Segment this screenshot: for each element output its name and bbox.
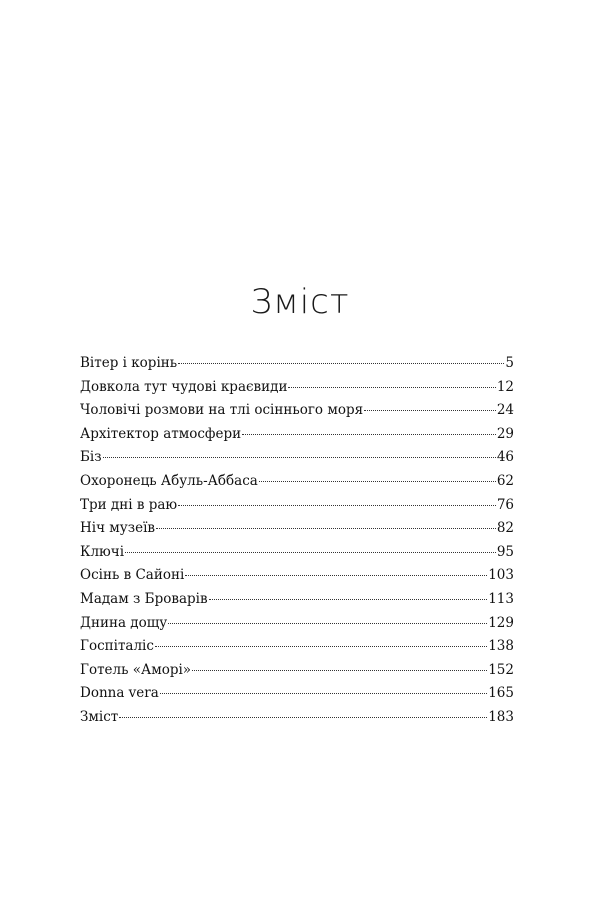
- toc-entry[interactable]: [80, 399, 514, 423]
- toc-page-number: 129: [488, 614, 514, 631]
- dot-leader: [160, 693, 487, 694]
- toc-entry[interactable]: [80, 659, 514, 683]
- toc-entry-title: Госпіталіс: [80, 638, 154, 655]
- toc-entry-title: Охоронець Абуль-Аббаса: [80, 472, 258, 489]
- toc-entry-title: Архітектор атмосфери: [80, 425, 242, 442]
- toc-entry-title: Три дні в раю: [80, 496, 178, 513]
- toc-entry[interactable]: [80, 423, 514, 447]
- toc-entry[interactable]: [80, 564, 514, 588]
- toc-entry-title: Зміст: [80, 708, 119, 725]
- dot-leader: [156, 528, 496, 529]
- toc-entry[interactable]: [80, 376, 514, 400]
- toc-page-number: 165: [488, 685, 514, 702]
- toc-page-number: 12: [496, 378, 514, 395]
- toc-entry[interactable]: [80, 470, 514, 494]
- dot-leader: [259, 481, 496, 482]
- dot-leader: [364, 410, 496, 411]
- toc-entry[interactable]: [80, 446, 514, 470]
- toc-entry-title: Donna vera: [80, 685, 159, 702]
- toc-page-number: 113: [488, 590, 514, 607]
- toc-entry[interactable]: [80, 588, 514, 612]
- toc-entry-title: Вітер і корінь: [80, 355, 178, 371]
- dot-leader: [185, 575, 487, 576]
- toc-page-number: 29: [496, 425, 514, 442]
- toc-heading: Зміст: [250, 282, 350, 322]
- dot-leader: [242, 434, 496, 435]
- toc-page-number: 103: [488, 567, 514, 584]
- dot-leader: [125, 552, 496, 553]
- dot-leader: [178, 363, 504, 364]
- toc-entry-title: Готель «Аморі»: [80, 661, 192, 678]
- toc-page-number: 76: [496, 496, 514, 513]
- dot-leader: [192, 670, 487, 671]
- toc-entry-title: Чоловічі розмови на тлі осіннього моря: [80, 402, 364, 419]
- toc-page-number: 82: [496, 520, 514, 537]
- dot-leader: [155, 646, 487, 647]
- dot-leader: [119, 717, 487, 718]
- dot-leader: [178, 505, 496, 506]
- toc-list: [80, 352, 514, 730]
- toc-entry-title: Мадам з Броварів: [80, 590, 208, 607]
- toc-page-number: 5: [505, 355, 514, 371]
- toc-entry-title: Біз: [80, 449, 102, 466]
- toc-page-number: 138: [488, 638, 514, 655]
- toc-entry[interactable]: [80, 612, 514, 636]
- toc-page-number: 62: [496, 472, 514, 489]
- toc-page-number: 95: [496, 543, 514, 560]
- dot-leader: [168, 623, 487, 624]
- toc-entry-title: Осінь в Сайоні: [80, 567, 185, 584]
- toc-entry[interactable]: [80, 517, 514, 541]
- dot-leader: [209, 599, 488, 600]
- toc-entry-title: Довкола тут чудові краєвиди: [80, 378, 288, 395]
- toc-entry-title: Днина дощу: [80, 614, 168, 631]
- dot-leader: [103, 457, 496, 458]
- toc-page-number: 152: [488, 661, 514, 678]
- toc-page-number: 183: [488, 708, 514, 725]
- toc-entry[interactable]: [80, 494, 514, 518]
- toc-entry[interactable]: [80, 682, 514, 706]
- toc-entry[interactable]: [80, 635, 514, 659]
- toc-entry-title: Ключі: [80, 543, 125, 560]
- dot-leader: [288, 387, 495, 388]
- toc-entry-title: Ніч музеїв: [80, 520, 156, 537]
- toc-entry[interactable]: [80, 352, 514, 376]
- toc-page-number: 24: [496, 402, 514, 419]
- toc-entry[interactable]: [80, 541, 514, 565]
- toc-entry[interactable]: [80, 706, 514, 730]
- toc-page-number: 46: [496, 449, 514, 466]
